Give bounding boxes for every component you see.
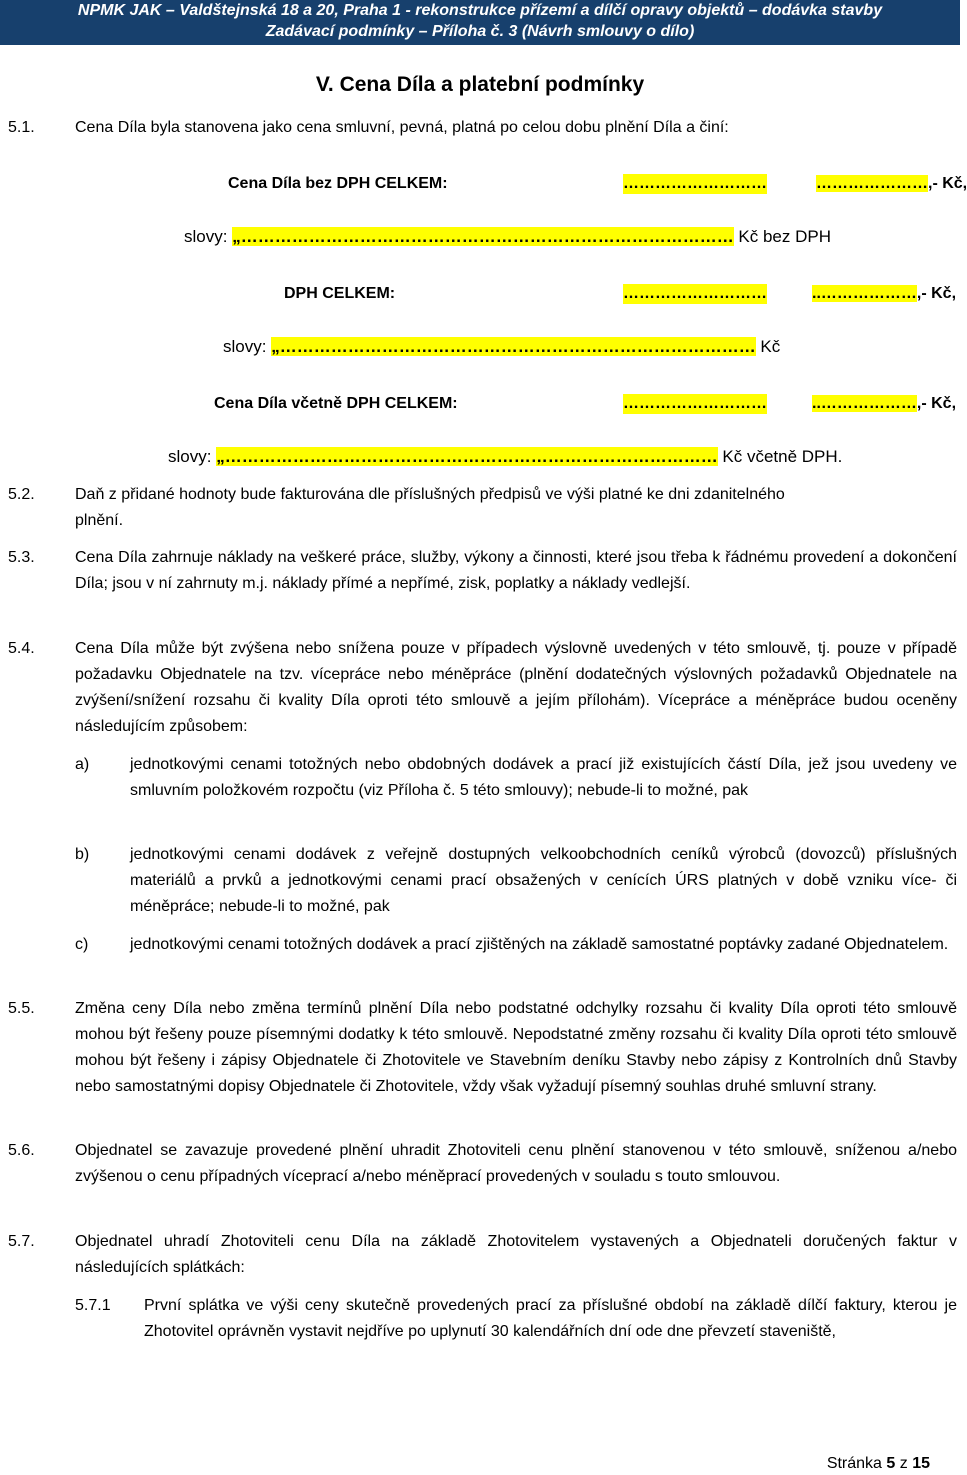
price-with-vat-label: Cena Díla včetně DPH CELKEM: <box>214 395 458 412</box>
price-with-vat-words-field[interactable]: „…………………………………………………………………………… <box>216 447 718 466</box>
clause-5-3-text: Cena Díla zahrnuje náklady na veškeré práce, služby, výkony a činnosti, které jsou třeba k řádnému provedení a dokončení Díla; jsou v ní zahrnuty m.j. náklady přímé a nepřímé, zisk, poplatky a náklady vedlejší. <box>75 549 957 592</box>
clause-number-5-2: 5.2. <box>8 486 35 503</box>
vat-words-field[interactable]: „………………………………………………………………………… <box>271 337 756 356</box>
item-a-text: jednotkovými cenami totožných nebo obdobných dodávek a prací již existujících částí Díla, jež jsou uvedeny ve smluvním položkovém rozpočtu (viz Příloha č. 5 této smlouvy); nebude-li to možné, pak <box>130 756 957 799</box>
page-total: 15 <box>912 1455 930 1472</box>
price-without-vat-value-field[interactable]: ………………… <box>816 175 928 192</box>
clause-number-5-3: 5.3. <box>8 549 35 566</box>
clause-5-4-text: Cena Díla může být zvýšena nebo snížena pouze v případech výslovně uvedených v této smlouvě, tj. pouze v případě požadavku Objednatele na tzv. vícepráce nebo méněpráce (plnění dodatečných výslovných požadavků Objednatele na zvýšení/snížení rozsahu či kvality Díla oproti této smlouvě a jejím přílohám). Vícepráce a méněpráce budou oceněny následujícím způsobem: <box>75 640 957 735</box>
clause-5-1-text: Cena Díla byla stanovena jako cena smluvní, pevná, platná po celou dobu plnění Díla a činí: <box>75 119 729 136</box>
vat-total-currency: ,- Kč, <box>916 285 957 302</box>
clause-number-5-4: 5.4. <box>8 640 35 657</box>
vat-total-value <box>812 284 956 304</box>
price-without-vat-currency: ,- Kč, <box>928 175 967 192</box>
vat-words-suffix: Kč <box>755 337 781 356</box>
price-with-vat-amount-field[interactable]: ……………………… <box>623 395 767 412</box>
page-number: 5 <box>886 1455 896 1472</box>
words-label: slovy: <box>223 337 272 356</box>
clause-number-5-7-1: 5.7.1 <box>75 1297 111 1314</box>
price-without-vat-amount-field[interactable]: ……………………… <box>623 175 767 192</box>
vat-total-amount-field[interactable]: ……………………… <box>623 285 767 302</box>
price-without-vat-words-field[interactable]: „…………………………………………………………………………… <box>232 227 734 246</box>
vat-total-value-field[interactable]: ..……………… <box>812 285 917 302</box>
price-with-vat-value <box>812 394 956 414</box>
price-with-vat-value-field[interactable]: ..……………… <box>812 395 917 412</box>
page-header <box>0 0 960 45</box>
clause-number-5-7: 5.7. <box>8 1233 35 1250</box>
page-of-label: z <box>895 1455 913 1472</box>
price-with-vat-currency: ,- Kč, <box>916 395 957 412</box>
price-without-vat-words-row <box>184 226 831 247</box>
item-b-text: jednotkovými cenami dodávek z veřejně dostupných velkoobchodních ceníků výrobců (dovozců) příslušných materiálů a prvků a jednotkovými cenami prací obsažených v cenících ÚRS platných v době vzniku více- či méněpráce; nebude-li to možné, pak <box>130 846 957 915</box>
price-with-vat-words-row <box>168 446 842 467</box>
price-without-vat-value <box>816 174 967 194</box>
price-without-vat-words-suffix: Kč bez DPH <box>733 227 831 246</box>
vat-words-row <box>223 336 780 357</box>
page-footer <box>827 1453 930 1475</box>
clause-5-7-text: Objednatel uhradí Zhotoviteli cenu Díla na základě Zhotovitelem vystavených a Objednateli doručených faktur v následujících splátkách: <box>75 1233 957 1276</box>
clause-number-5-6: 5.6. <box>8 1142 35 1159</box>
item-letter-c: c) <box>75 936 89 953</box>
item-letter-a: a) <box>75 756 90 773</box>
words-label: slovy: <box>184 227 233 246</box>
page-label: Stránka <box>826 1455 887 1472</box>
item-c-text: jednotkovými cenami totožných dodávek a prací zjištěných na základě samostatné poptávky zadané Objednatelem. <box>130 936 949 953</box>
price-without-vat-label: Cena Díla bez DPH CELKEM: <box>228 175 448 192</box>
clause-5-5-text: Změna ceny Díla nebo změna termínů plnění Díla nebo podstatné odchylky rozsahu či kvality Díla oproti této smlouvě mohou být řešeny pouze písemnými dodatky k této smlouvě. Nepodstatné změny rozsahu či kvality Díla oproti této smlouvě mohou být řešeny i zápisy Objednatele či Zhotovitele ve Stavebním deníku Stavby nebo zápisy z Kontrolních dnů Stavby nebo samostatnými dopisy Objednatele či Zhotovitele, vždy však vyžadují písemný souhlas druhé smluvní strany. <box>75 1000 957 1095</box>
clause-5-7-1-text: První splátka ve výši ceny skutečně provedených prací za příslušné období na základě dílčí faktury, kterou je Zhotovitel oprávněn vystavit nejdříve po uplynutí 30 kalendářních dní ode dne převzetí staveniště, <box>144 1297 957 1340</box>
vat-total-label: DPH CELKEM: <box>284 285 396 302</box>
clause-number-5-1: 5.1. <box>8 119 35 136</box>
clause-number-5-5: 5.5. <box>8 1000 35 1017</box>
item-letter-b: b) <box>75 846 90 863</box>
header-project-line: NPMK JAK – Valdštejnská 18 a 20, Praha 1 - rekonstrukce přízemí a dílčí opravy objektů – dodávka stavby <box>77 2 883 19</box>
section-title: V. Cena Díla a platební podmínky <box>315 73 645 96</box>
clause-5-6-text: Objednatel se zavazuje provedené plnění uhradit Zhotoviteli cenu plnění stanovenou v této smlouvě, sníženou a/nebo zvýšenou o cenu případných víceprací a/nebo méněprací provedených v souladu s touto smlouvou. <box>75 1142 957 1185</box>
clause-5-2-line-1: Daň z přidané hodnoty bude fakturována dle příslušných předpisů ve výši platné ke dni zdanitelného <box>75 486 785 503</box>
words-label: slovy: <box>168 447 217 466</box>
header-document-line: Zadávací podmínky – Příloha č. 3 (Návrh smlouvy o dílo) <box>265 23 695 40</box>
clause-5-2-line-2: plnění. <box>75 512 124 529</box>
price-with-vat-words-suffix: Kč včetně DPH. <box>717 447 843 466</box>
